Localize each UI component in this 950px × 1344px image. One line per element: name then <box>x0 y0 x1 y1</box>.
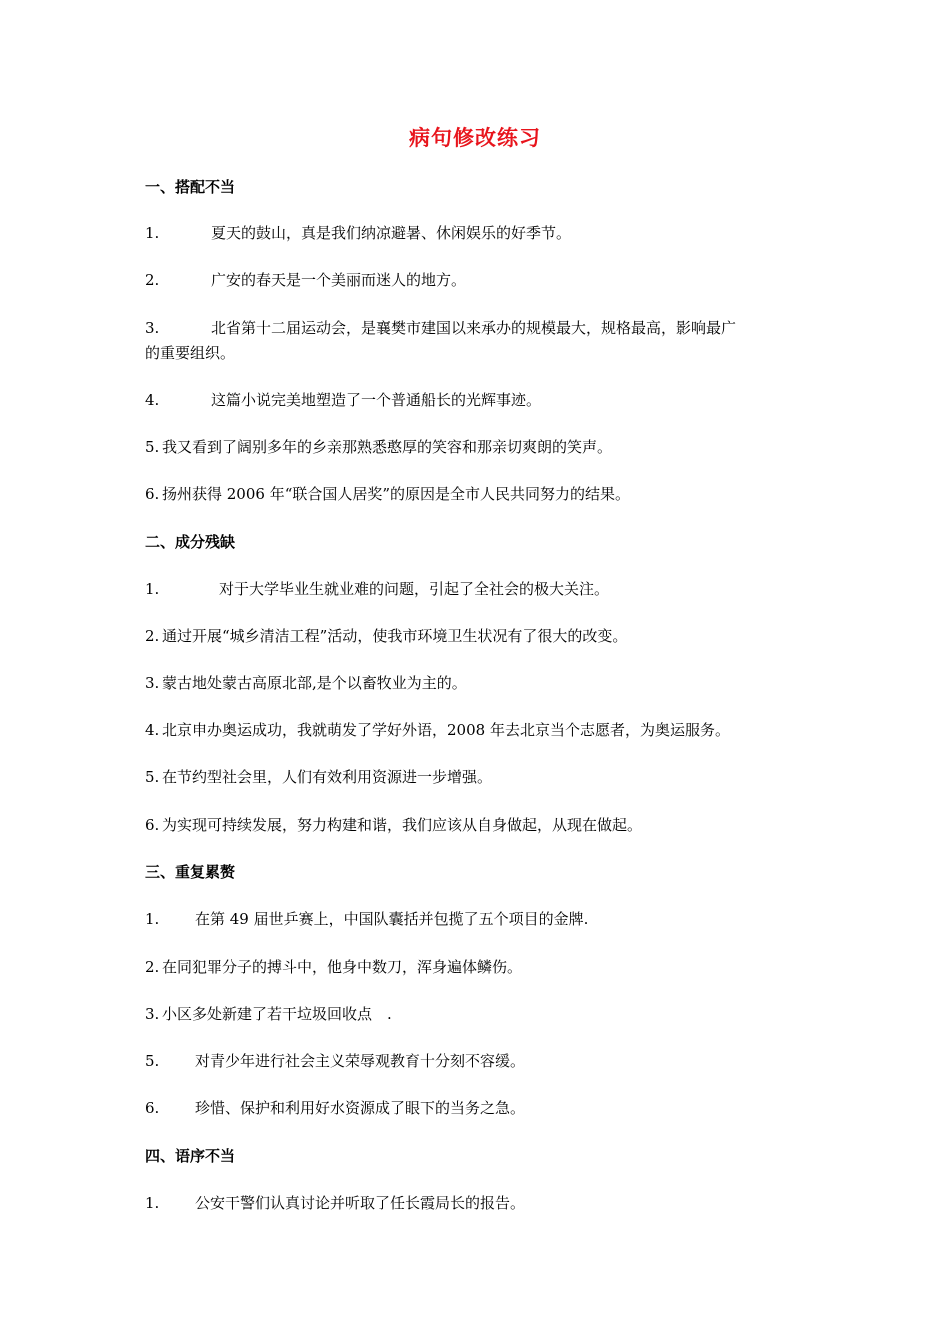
list-item <box>145 672 467 693</box>
item-text: 对青少年进行社会主义荣辱观教育十分刻不容缓。 <box>195 1052 526 1070</box>
item-number: 2. <box>145 958 160 976</box>
item-text: 这篇小说完美地塑造了一个普通船长的光辉事迹。 <box>211 391 542 409</box>
item-text: 对于大学毕业生就业难的问题，引起了全社会的极大关注。 <box>219 580 610 598</box>
section-heading: 三、重复累赘 <box>145 863 236 881</box>
list-item <box>145 269 466 290</box>
list-item <box>145 814 642 835</box>
item-number: 3. <box>145 674 160 692</box>
item-number: 6. <box>145 485 160 503</box>
list-item <box>145 222 571 243</box>
list-item <box>145 1050 525 1071</box>
item-number: 2. <box>145 271 160 289</box>
section-heading: 一、搭配不当 <box>145 178 236 196</box>
item-text: 我又看到了阔别多年的乡亲那熟悉憨厚的笑容和那亲切爽朗的笑声。 <box>162 438 613 456</box>
item-number: 4. <box>145 721 160 739</box>
list-item <box>145 317 736 338</box>
item-number: 3. <box>145 1005 160 1023</box>
list-item <box>145 625 627 646</box>
list-item <box>145 908 588 929</box>
item-number: 6. <box>145 816 160 834</box>
item-text: 在第 49 届世乒赛上，中国队囊括并包揽了五个项目的金牌. <box>195 910 589 928</box>
item-text-continuation: 的重要组织。 <box>145 344 236 362</box>
list-item <box>145 483 630 504</box>
list-item <box>145 1003 392 1024</box>
item-number: 1. <box>145 1194 160 1212</box>
item-text: 北京申办奥运成功，我就萌发了学好外语，2008 年去北京当个志愿者，为奥运服务。 <box>162 721 730 739</box>
item-text: 小区多处新建了若干垃圾回收点 . <box>162 1005 392 1023</box>
list-item <box>145 1097 525 1118</box>
list-item <box>145 719 730 740</box>
list-item <box>145 389 541 410</box>
item-text: 珍惜、保护和利用好水资源成了眼下的当务之急。 <box>195 1099 526 1117</box>
item-text: 夏天的鼓山，真是我们纳凉避暑、休闲娱乐的好季节。 <box>211 224 572 242</box>
item-number: 1. <box>145 580 160 598</box>
item-text: 通过开展“城乡清洁工程”活动，使我市环境卫生状况有了很大的改变。 <box>162 627 628 645</box>
item-text: 为实现可持续发展，努力构建和谐，我们应该从自身做起，从现在做起。 <box>162 816 643 834</box>
list-item <box>145 766 492 787</box>
list-item <box>145 956 522 977</box>
item-number: 6. <box>145 1099 160 1117</box>
section-heading: 二、成分残缺 <box>145 533 236 551</box>
item-number: 2. <box>145 627 160 645</box>
section-heading: 四、语序不当 <box>145 1147 236 1165</box>
item-number: 5. <box>145 438 160 456</box>
item-number: 1. <box>145 224 160 242</box>
list-item <box>145 1192 525 1213</box>
item-number: 3. <box>145 319 160 337</box>
page-title: 病句修改练习 <box>409 126 541 150</box>
item-text: 公安干警们认真讨论并听取了任长霞局长的报告。 <box>195 1194 526 1212</box>
item-text: 在节约型社会里，人们有效利用资源进一步增强。 <box>162 768 493 786</box>
list-item <box>145 578 609 599</box>
item-number: 5. <box>145 768 160 786</box>
item-text: 扬州获得 2006 年“联合国人居奖”的原因是全市人民共同努力的结果。 <box>162 485 631 503</box>
item-text: 北省第十二届运动会，是襄樊市建国以来承办的规模最大，规格最高，影响最广 <box>211 319 737 337</box>
item-text: 广安的春天是一个美丽而迷人的地方。 <box>211 271 467 289</box>
item-number: 1. <box>145 910 160 928</box>
item-text: 在同犯罪分子的搏斗中，他身中数刀，浑身遍体鳞伤。 <box>162 958 523 976</box>
item-number: 4. <box>145 391 160 409</box>
item-number: 5. <box>145 1052 160 1070</box>
item-text: 蒙古地处蒙古高原北部,是个以畜牧业为主的。 <box>162 674 467 692</box>
list-item <box>145 436 612 457</box>
